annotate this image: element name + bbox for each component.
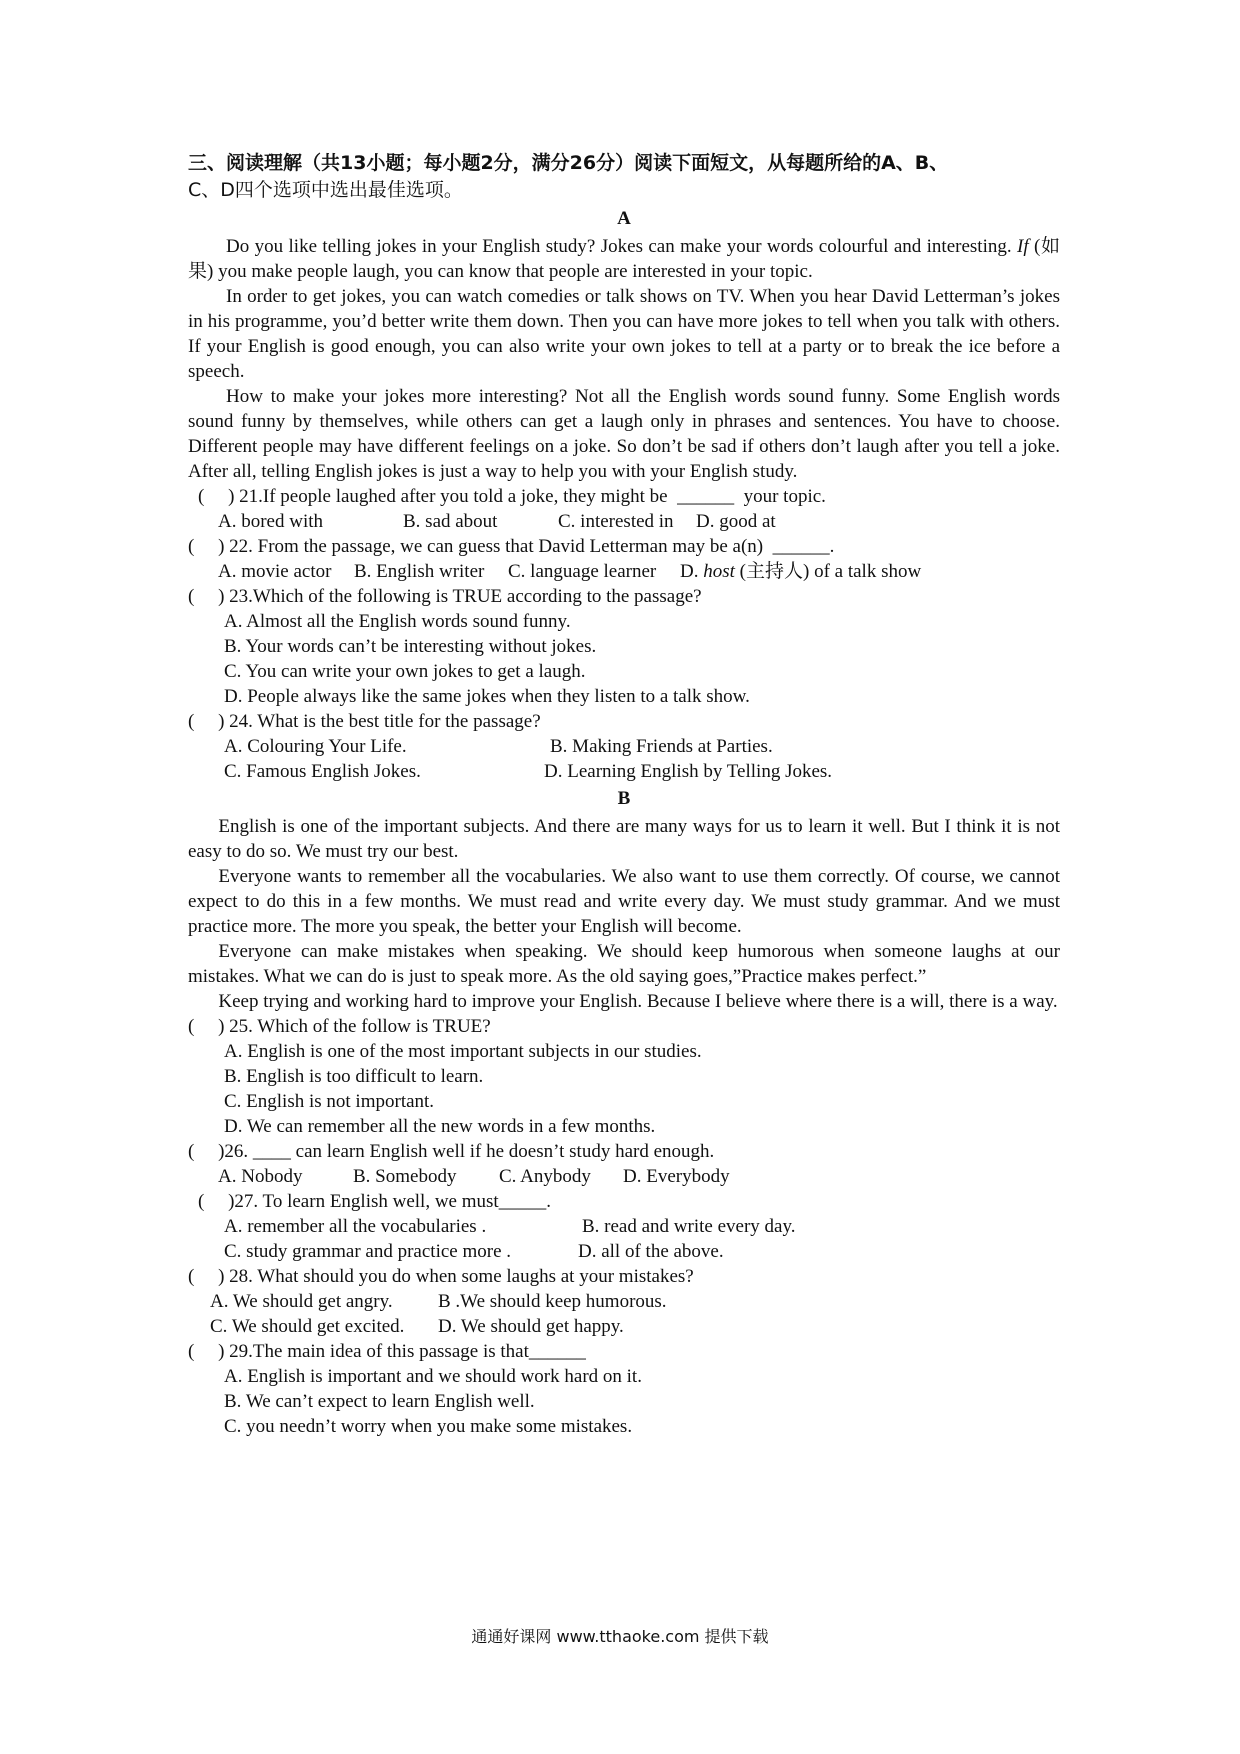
q22-option-c: C. language learner [508,561,657,582]
question-28-options-row1 [210,1289,1060,1314]
question-27: ( )27. To learn English well, we must_____. [198,1191,551,1212]
q28-option-a: A. We should get angry. [210,1291,393,1312]
q23-option-b: B. Your words can’t be interesting without jokes. [224,636,597,657]
passage-a-paragraph-1: Do you like telling jokes in your English study? Jokes can make your words colourful and interesting. If (如果) you make people laugh, you can know that people are interested in your topic. [188,236,1061,282]
q26-option-d: D. Everybody [623,1166,730,1187]
section-header-line2: C、D四个选项中选出最佳选项。 [188,179,463,201]
reading-comprehension-section [188,150,1060,1439]
question-29: ( ) 29.The main idea of this passage is that______ [188,1341,586,1362]
q22-option-d: D. host (主持人) of a talk show [680,561,922,582]
passage-b-paragraph-1: English is one of the important subjects. And there are many ways for us to learn it well. But I think it is not easy to do so. We must try our best. [188,816,1060,862]
question-23-options [224,609,1060,709]
q25-option-a: A. English is one of the most important subjects in our studies. [224,1041,702,1062]
q21-option-c: C. interested in [558,511,674,532]
q27-option-a: A. remember all the vocabularies . [224,1216,487,1237]
q27-option-b: B. read and write every day. [582,1216,796,1237]
q21-option-a: A. bored with [218,511,324,532]
question-28-options-row2 [210,1314,1060,1339]
q27-option-c: C. study grammar and practice more . [224,1241,512,1262]
question-22-options [218,559,1060,584]
q25-option-c: C. English is not important. [224,1091,435,1112]
question-24-options-row1 [224,734,1060,759]
section-header-line1: 三、阅读理解（共13小题；每小题2分，满分26分）阅读下面短文，从每题所给的A、B、 [188,152,949,174]
question-23: ( ) 23.Which of the following is TRUE according to the passage? [188,586,702,607]
q26-option-b: B. Somebody [353,1166,457,1187]
passage-b-paragraph-4: Keep trying and working hard to improve your English. Because I believe where there is a will, there is a way. [218,991,1058,1012]
q23-option-a: A. Almost all the English words sound funny. [224,611,571,632]
q28-option-c: C. We should get excited. [210,1316,405,1337]
q21-option-d: D. good at [696,511,776,532]
q23-option-d: D. People always like the same jokes when they listen to a talk show. [224,686,750,707]
q26-option-a: A. Nobody [218,1166,303,1187]
question-27-options-row1 [224,1214,1060,1239]
q24-option-a: A. Colouring Your Life. [224,736,407,757]
q22-option-a: A. movie actor [218,561,332,582]
q29-option-b: B. We can’t expect to learn English well. [224,1391,535,1412]
passage-b-paragraph-3: Everyone can make mistakes when speaking. We should keep humorous when someone laughs at our mistakes. What we can do is just to speak more. As the old saying goes,”Practice makes perfect.” [188,941,1060,987]
q29-option-a: A. English is important and we should work hard on it. [224,1366,642,1387]
question-22: ( ) 22. From the passage, we can guess that David Letterman may be a(n) ______. [188,536,835,557]
footer-source-note: 通通好课网 www.tthaoke.com 提供下载 [471,1627,769,1646]
q24-option-d: D. Learning English by Telling Jokes. [544,761,833,782]
q22-option-b: B. English writer [354,561,485,582]
question-26: ( )26. ____ can learn English well if he doesn’t study hard enough. [188,1141,715,1162]
question-27-options-row2 [224,1239,1060,1264]
question-26-options [218,1164,1060,1189]
passage-a-paragraph-2: In order to get jokes, you can watch comedies or talk shows on TV. When you hear David Letterman’s jokes in his programme, you’d better write them down. Then you can have more jokes to tell when you talk with others. If your English is good enough, you can also write your own jokes to tell at a party or to break the ice before a speech. [188,286,1060,382]
q25-option-b: B. English is too difficult to learn. [224,1066,484,1087]
question-29-options [224,1364,1060,1439]
q24-option-b: B. Making Friends at Parties. [550,736,773,757]
question-24: ( ) 24. What is the best title for the passage? [188,711,541,732]
question-21: ( ) 21.If people laughed after you told a joke, they might be ______ your topic. [198,486,826,507]
q24-option-c: C. Famous English Jokes. [224,761,421,782]
passage-b-paragraph-2: Everyone wants to remember all the vocabularies. We also want to use them correctly. Of course, we cannot expect to do this in a few months. We must read and write every day. We must study grammar. And we must practice more. The more you speak, the better your English will become. [188,866,1060,937]
q25-option-d: D. We can remember all the new words in a few months. [224,1116,656,1137]
question-24-options-row2 [224,759,1060,784]
question-25: ( ) 25. Which of the follow is TRUE? [188,1016,491,1037]
q29-option-c: C. you needn’t worry when you make some mistakes. [224,1416,633,1437]
passage-a-label: A [617,208,631,229]
q27-option-d: D. all of the above. [578,1241,724,1262]
passage-a-paragraph-3: How to make your jokes more interesting? Not all the English words sound funny. Some English words sound funny by themselves, while others can get a laugh only in phrases and sentences. You have to choose. Different people may have different feelings on a joke. So don’t be sad if others don’t laugh after you tell a joke. After all, telling English jokes is just a way to help you with your English study. [188,386,1060,482]
q21-option-b: B. sad about [403,511,498,532]
section-header [188,150,1060,204]
question-25-options [224,1039,1060,1139]
q26-option-c: C. Anybody [499,1166,591,1187]
q28-option-b: B .We should keep humorous. [438,1291,667,1312]
passage-b-label: B [617,788,631,809]
q23-option-c: C. You can write your own jokes to get a laugh. [224,661,586,682]
question-28: ( ) 28. What should you do when some laughs at your mistakes? [188,1266,694,1287]
question-21-options [218,509,1060,534]
q28-option-d: D. We should get happy. [438,1316,624,1337]
